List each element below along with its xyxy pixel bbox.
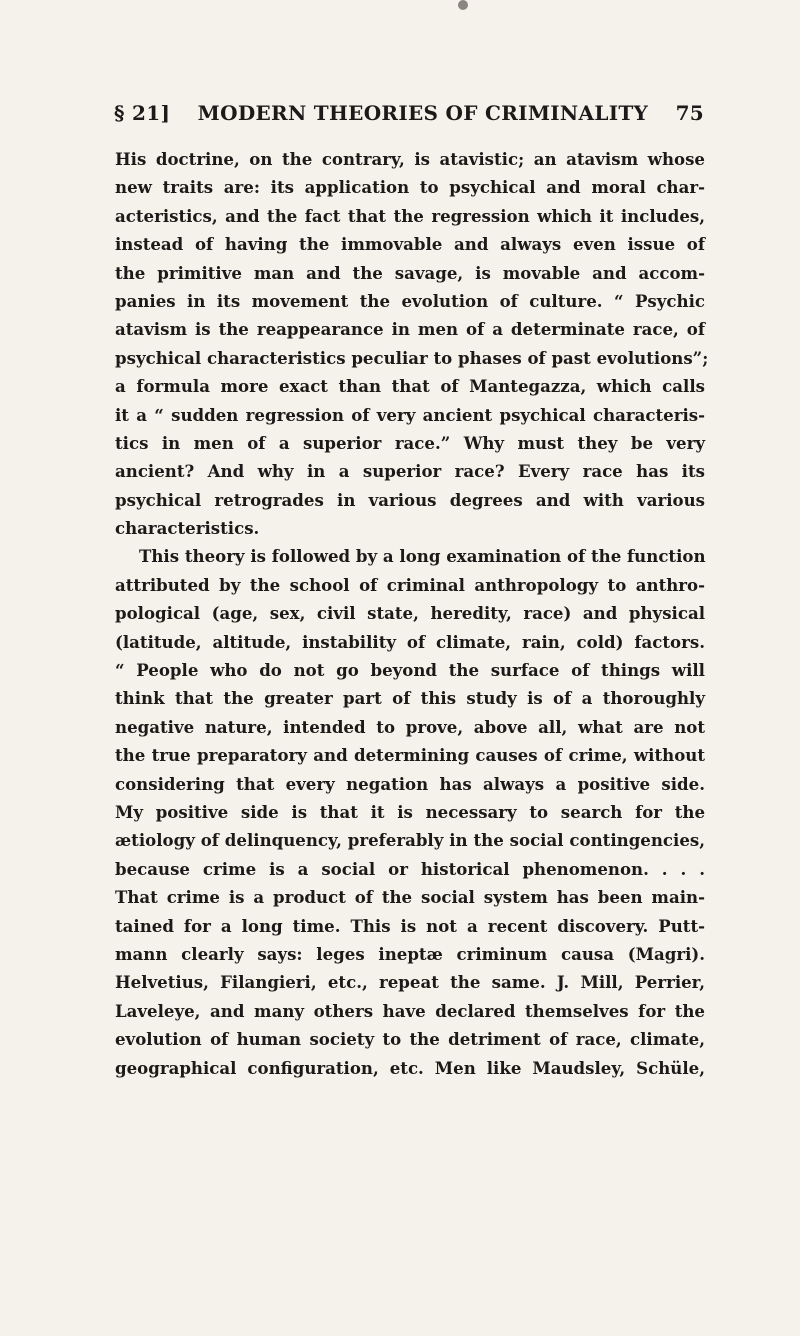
- text-line: [115, 230, 705, 258]
- text-line: [115, 826, 705, 854]
- text-segment: mann clearly says:: [115, 943, 317, 964]
- text-line: [115, 798, 705, 826]
- text-segment: characteristics.: [115, 518, 260, 539]
- text-line: [115, 542, 705, 570]
- text-segment: atavism is the reappearance in men of a determinate race, of: [115, 319, 705, 340]
- text-segment: (Magri).: [614, 943, 705, 964]
- text-line: [115, 145, 705, 173]
- text-line: [115, 713, 705, 741]
- page-speck: [458, 0, 468, 10]
- text-line: [115, 486, 705, 514]
- text-line: [115, 372, 705, 400]
- text-segment: geographical configuration, etc. Men like Maudsley, Schüle,: [115, 1057, 705, 1078]
- text-segment: “ People who do not go beyond the surface of things will: [115, 660, 705, 681]
- text-segment: think that the greater part of this study is of a thoroughly: [115, 688, 705, 709]
- text-segment: acteristics, and the fact that the regression which it includes,: [115, 205, 705, 226]
- text-segment: (latitude, altitude, instability of climate, rain, cold) factors.: [115, 631, 705, 652]
- text-segment: panies in its movement the evolution of culture. “ Psychic: [115, 290, 705, 311]
- text-segment: the primitive man and the savage, is movable and accom-: [115, 262, 705, 283]
- text-segment: His doctrine, on the contrary, is atavistic; an atavism whose: [115, 149, 705, 169]
- text-line: [115, 571, 705, 599]
- text-segment: new traits are: its application to psychical and moral char-: [115, 177, 705, 198]
- body-text: [115, 145, 709, 1082]
- text-segment: pological (age, sex, civil state, heredity, race) and physical: [115, 603, 705, 624]
- text-line: [115, 684, 705, 712]
- text-line: [115, 883, 705, 911]
- text-segment: evolution of human society to the detriment of race, climate,: [115, 1029, 705, 1050]
- italic-phrase: positive side.: [577, 773, 705, 794]
- text-segment: psychical retrogrades in various degrees and with various: [115, 489, 705, 510]
- text-line: [115, 287, 705, 315]
- text-segment: Helvetius, Filangieri, etc., repeat the same. J. Mill, Perrier,: [115, 972, 705, 993]
- text-segment: attributed by the school of criminal anthropology to anthro-: [115, 574, 705, 595]
- text-line: [115, 315, 705, 343]
- text-segment: tained for a long time. This is not a recent discovery. Putt-: [115, 915, 705, 936]
- text-line: [115, 514, 705, 542]
- text-segment: ætiology of delinquency, preferably in the social contingencies,: [115, 830, 705, 851]
- text-segment: That crime is a product of the social system has been main-: [115, 887, 705, 908]
- text-segment: My positive side is that it is necessary to search for the: [115, 801, 705, 822]
- text-segment: a formula more exact than that of Mantegazza, which calls: [115, 376, 705, 397]
- italic-phrase: leges ineptæ criminum causa: [316, 943, 614, 964]
- text-line: [115, 770, 705, 798]
- text-line: [115, 599, 705, 627]
- text-line: [115, 202, 705, 230]
- text-line: [115, 429, 705, 457]
- text-segment: ancient? And why in a superior race? Every race has its: [115, 461, 705, 482]
- text-line: [115, 997, 705, 1025]
- page-number: 75: [675, 101, 704, 125]
- text-segment: instead of having the immovable and always even issue of: [115, 234, 705, 255]
- text-line: [115, 855, 705, 883]
- text-segment: psychical characteristics peculiar to phases of past evolutions”;: [115, 347, 709, 368]
- text-line: [115, 1025, 705, 1053]
- chapter-title: MODERN THEORIES OF CRIMINALITY: [197, 101, 649, 125]
- section-marker: § 21]: [114, 101, 171, 125]
- text-segment: tics in men of a superior race.” Why must they be very: [115, 432, 705, 453]
- running-head: [114, 101, 704, 125]
- text-segment: because crime is a social or historical phenomenon. . . .: [115, 858, 705, 879]
- text-line: [115, 628, 705, 656]
- text-segment: it a “ sudden regression of very ancient psychical characteris-: [115, 404, 705, 425]
- text-line: [115, 940, 705, 968]
- text-line: [115, 344, 709, 372]
- text-segment: considering that every negation has always a: [115, 773, 578, 794]
- text-line: [115, 912, 705, 940]
- text-line: [115, 457, 705, 485]
- text-line: [115, 173, 705, 201]
- text-segment: Laveleye, and many others have declared themselves for the: [115, 1000, 705, 1021]
- text-segment: negative nature, intended to prove, above all,: [115, 716, 578, 737]
- text-line: [115, 741, 705, 769]
- text-line: [115, 259, 705, 287]
- text-segment: the true preparatory and determining causes of crime, without: [115, 745, 705, 766]
- text-line: [115, 968, 705, 996]
- text-segment: This theory is followed by a long examination of the function: [139, 546, 706, 567]
- text-line: [115, 1054, 705, 1082]
- italic-phrase: what are not: [577, 716, 706, 737]
- text-line: [115, 401, 705, 429]
- text-line: [115, 656, 705, 684]
